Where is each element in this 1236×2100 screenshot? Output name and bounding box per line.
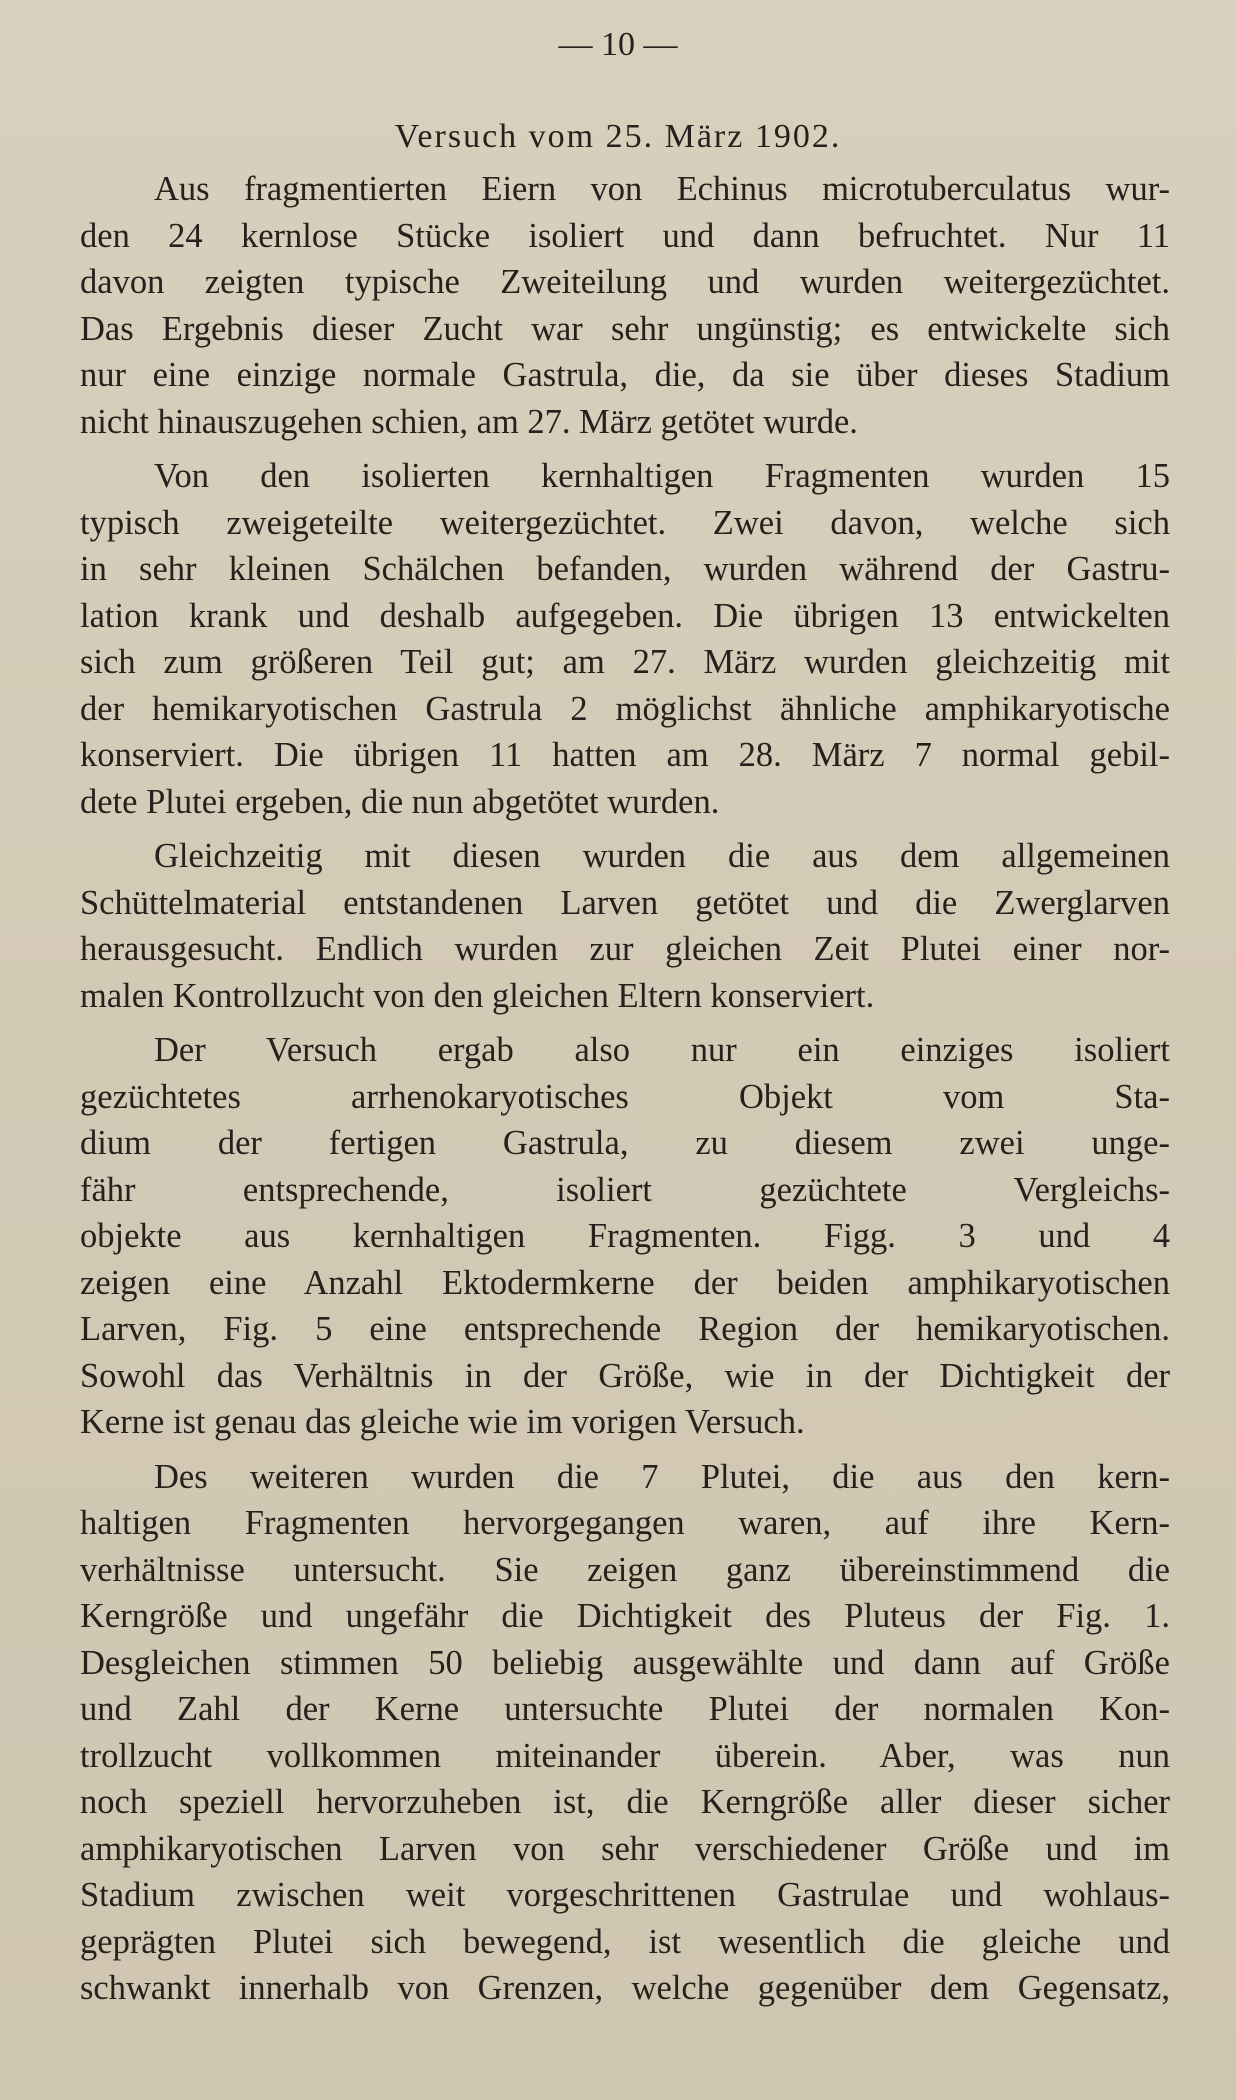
text-line: Sowohl das Verhältnis in der Größe, wie in der Dichtigkeit der	[80, 1356, 1170, 1395]
text-line: amphikaryotischen Larven von sehr verschiedener Größe und im	[80, 1829, 1170, 1868]
text-line: Gleichzeitig mit diesen wurden die aus dem allgemeinen	[154, 837, 1170, 875]
paragraph-4	[80, 1027, 1170, 1446]
text-line: Der Versuch ergab also nur ein einziges isoliert	[154, 1031, 1170, 1069]
text-line: Aus fragmentierten Eiern von Echinus microtuberculatus wur-	[154, 170, 1170, 208]
text-line: konserviert. Die übrigen 11 hatten am 28. März 7 normal gebil-	[80, 736, 1170, 774]
text-line: zeigen eine Anzahl Ektodermkerne der beiden amphikaryotischen	[80, 1263, 1170, 1302]
text-line: nicht hinauszugehen schien, am 27. März getötet wurde.	[80, 402, 858, 441]
text-line: und Zahl der Kerne untersuchte Plutei der normalen Kon-	[80, 1690, 1170, 1728]
text-line: typisch zweigeteilte weitergezüchtet. Zwei davon, welche sich	[80, 503, 1170, 542]
text-line: herausgesucht. Endlich wurden zur gleichen Zeit Plutei einer nor-	[80, 930, 1170, 968]
body-text	[80, 166, 1170, 2012]
text-line: nur eine einzige normale Gastrula, die, da sie über dieses Stadium	[80, 356, 1170, 394]
text-line: dete Plutei ergeben, die nun abgetötet wurden.	[80, 782, 720, 821]
text-line: der hemikaryotischen Gastrula 2 möglichst ähnliche amphikaryotische	[80, 689, 1170, 728]
text-line: Kerngröße und ungefähr die Dichtigkeit des Pluteus der Fig. 1.	[80, 1597, 1170, 1635]
text-line: schwankt innerhalb von Grenzen, welche gegenüber dem Gegensatz,	[80, 1969, 1170, 2007]
text-line: objekte aus kernhaltigen Fragmenten. Figg. 3 und 4	[80, 1217, 1170, 1255]
text-line: fähr entsprechende, isoliert gezüchtete Vergleichs-	[80, 1170, 1170, 1209]
text-line: Schüttelmaterial entstandenen Larven getötet und die Zwerglarven	[80, 883, 1170, 922]
paragraph-3	[80, 833, 1170, 1019]
text-line: dium der fertigen Gastrula, zu diesem zwei unge-	[80, 1124, 1170, 1162]
text-line: Kerne ist genau das gleiche wie im vorigen Versuch.	[80, 1403, 805, 1441]
text-line: Stadium zwischen weit vorgeschrittenen Gastrulae und wohlaus-	[80, 1876, 1170, 1914]
text-line: malen Kontrollzucht von den gleichen Eltern konserviert.	[80, 976, 875, 1015]
text-line: Des weiteren wurden die 7 Plutei, die aus den kern-	[154, 1457, 1170, 1496]
text-line: Larven, Fig. 5 eine entsprechende Region der hemikaryotischen.	[80, 1310, 1170, 1348]
text-line: gezüchtetes arrhenokaryotisches Objekt vom Sta-	[80, 1077, 1170, 1116]
text-line: geprägten Plutei sich bewegend, ist wesentlich die gleiche und	[80, 1922, 1170, 1961]
text-line: haltigen Fragmenten hervorgegangen waren, auf ihre Kern-	[80, 1504, 1170, 1542]
text-line: Das Ergebnis dieser Zucht war sehr ungünstig; es entwickelte sich	[80, 309, 1170, 348]
text-line: trollzucht vollkommen miteinander überein. Aber, was nun	[80, 1736, 1170, 1775]
text-line: Desgleichen stimmen 50 beliebig ausgewählte und dann auf Größe	[80, 1643, 1170, 1682]
section-heading: Versuch vom 25. März 1902.	[394, 118, 842, 155]
paragraph-5	[80, 1454, 1170, 2012]
text-line: den 24 kernlose Stücke isoliert und dann befruchtet. Nur 11	[80, 216, 1170, 255]
text-line: noch speziell hervorzuheben ist, die Kerngröße aller dieser sicher	[80, 1783, 1170, 1821]
page-number: — 10 —	[558, 26, 678, 63]
text-line: Von den isolierten kernhaltigen Fragmenten wurden 15	[154, 457, 1170, 495]
text-line: sich zum größeren Teil gut; am 27. März wurden gleichzeitig mit	[80, 643, 1170, 681]
paragraph-2	[80, 453, 1170, 825]
text-line: davon zeigten typische Zweiteilung und wurden weitergezüchtet.	[80, 263, 1170, 301]
paragraph-1	[80, 166, 1170, 445]
text-line: in sehr kleinen Schälchen befanden, wurden während der Gastru-	[80, 550, 1170, 588]
text-line: lation krank und deshalb aufgegeben. Die übrigen 13 entwickelten	[80, 596, 1170, 635]
text-line: verhältnisse untersucht. Sie zeigen ganz übereinstimmend die	[80, 1550, 1170, 1589]
